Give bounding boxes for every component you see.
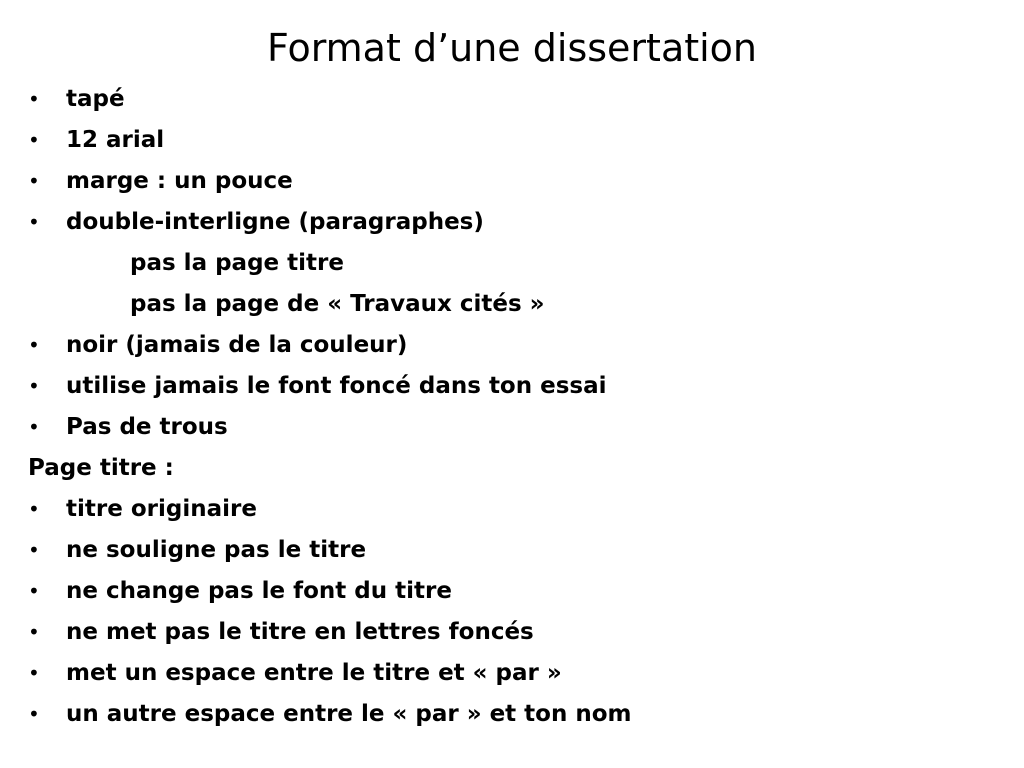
list-item [28,120,1008,161]
list-item [28,530,1008,571]
bullet-icon: • [28,87,40,111]
list-item [28,653,1008,694]
sub-list-item-text: pas la page titre [130,250,344,276]
bullet-icon: • [28,374,40,398]
bullet-icon: • [28,128,40,152]
list-item-text: utilise jamais le font foncé dans ton essai [66,373,607,399]
section-heading [28,448,1008,489]
list-item [28,366,1008,407]
list-item-text: ne change pas le font du titre [66,578,452,604]
list-item-text: noir (jamais de la couleur) [66,332,408,358]
bullet-icon: • [28,538,40,562]
list-item-text: double-interligne (paragraphes) [66,209,484,235]
bullet-icon: • [28,210,40,234]
list-item-text: titre originaire [66,496,257,522]
sub-list-item-text: pas la page de « Travaux cités » [130,291,545,317]
list-item [28,202,1008,243]
bullet-icon: • [28,702,40,726]
list-item [28,407,1008,448]
bullet-icon: • [28,497,40,521]
list-item [28,612,1008,653]
list-item [28,571,1008,612]
bullet-icon: • [28,415,40,439]
list-item [28,694,1008,735]
list-item [28,325,1008,366]
list-item-text: Pas de trous [66,414,228,440]
list-item [28,79,1008,120]
bullet-icon: • [28,620,40,644]
bullet-icon: • [28,333,40,357]
list-item [28,161,1008,202]
slide-content-list [28,79,1008,735]
list-item-text: 12 arial [66,127,165,153]
list-item-text: tapé [66,86,125,112]
list-item-text: un autre espace entre le « par » et ton nom [66,701,632,727]
section-heading-text: Page titre : [28,455,174,481]
bullet-icon: • [28,579,40,603]
list-item-text: ne met pas le titre en lettres foncés [66,619,534,645]
list-item-text: ne souligne pas le titre [66,537,367,563]
list-item [28,489,1008,530]
sub-list-item [28,243,1008,284]
sub-list-item [28,284,1008,325]
list-item-text: met un espace entre le titre et « par » [66,660,562,686]
slide-title: Format d’une dissertation [266,26,758,70]
bullet-icon: • [28,661,40,685]
list-item-text: marge : un pouce [66,168,293,194]
bullet-icon: • [28,169,40,193]
